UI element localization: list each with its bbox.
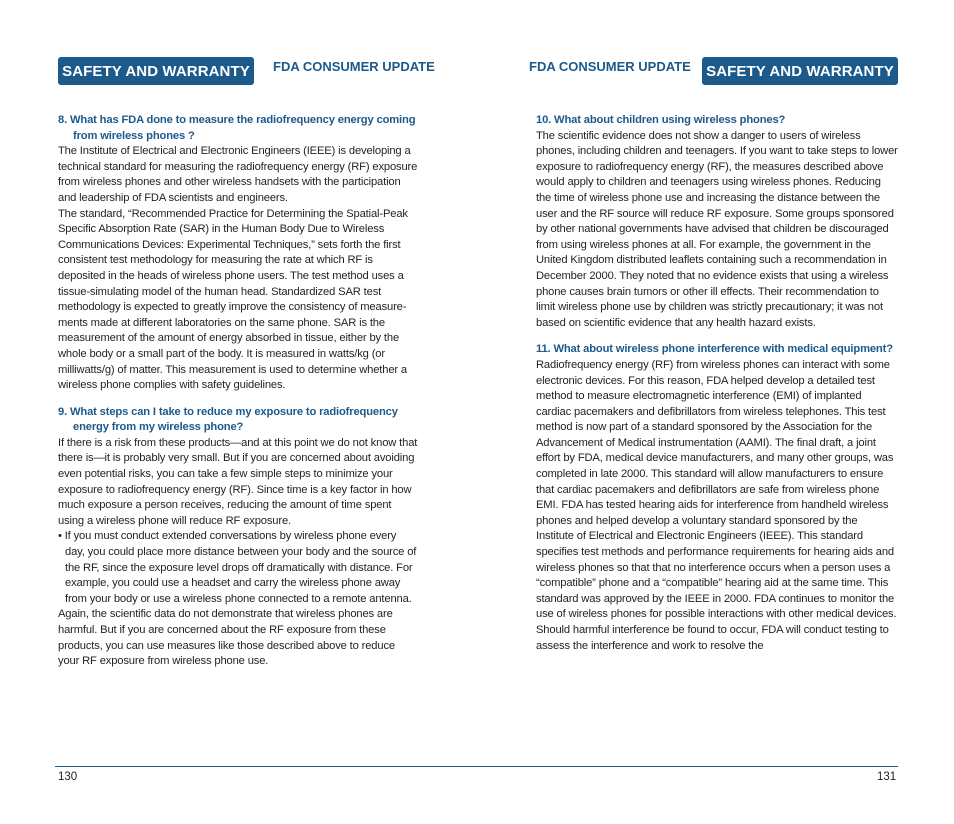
question-8-paragraph-1: The Institute of Electrical and Electronic Engineers (IEEE) is developing a technical standard for measuring the radiofrequency energy (RF) exposure from wireless phones and other wireless handsets with the participation and leadership of FDA scientists and engineers. [58,145,418,204]
question-8-title: 8. What has FDA done to measure the radiofrequency energy coming from wireless phones ? [58,114,416,142]
question-9-paragraph-1: If there is a risk from these products—and at this point we do not know that there is—it is probably very small. But if you are concerned about avoiding even potential risks, you can take a few simple steps to minimize your exposure to radiofrequency energy (RF). Since time is a key factor in how much exposure a person receives, reducing the amount of time spent using a wireless phone will reduce RF exposure. [58,436,418,527]
header-label: FDA CONSUMER UPDATE [273,59,435,74]
question-10-title: 10. What about children using wireless phones? [536,114,786,126]
footer-rule [477,766,898,767]
right-content [536,113,898,654]
question-9-paragraph-2: Again, the scientific data do not demonstrate that wireless phones are harmful. But if you are concerned about the RF exposure from these products, you can use measures like those described above to reduce your RF exposure from wireless phone use. [58,608,395,668]
question-11-paragraph-1: Radiofrequency energy (RF) from wireless phones can interact with some electronic devices. For this reason, FDA helped develop a detailed test method to measure electromagnetic interference (EMI) of implanted cardiac pacemakers and defibrillators from wireless telephones. This test method is now part of a standard sponsored by the Association for the Advancement of Medical instrumentation (AAMI). The final draft, a joint effort by FDA, medical device manufacturers, and many other groups, was completed in late 2000. This standard will allow manufacturers to ensure that cardiac pacemakers and defibrillators are safe from wireless phone EMI. FDA has tested hearing aids for interference from handheld wireless phones and helped develop a voluntary standard sponsored by the Institute of Electrical and Electronic Engineers (IEEE). This standard specifies test methods and performance requirements for hearing aids and wireless phones so that that no interference occurs when a person uses a “compatible” phone and a “compatible” hearing aid at the same time. This standard was approved by the IEEE in 2000. FDA continues to monitor the use of wireless phones for possible interactions with other medical devices. Should harmful interference be found to occur, FDA will conduct testing to assess the interference and work to resolve the [536,358,897,652]
section-badge: SAFETY AND WARRANTY [702,57,898,85]
right-page [477,0,954,824]
question-10-paragraph-1: The scientific evidence does not show a danger to users of wireless phones, including children and teenagers. If you want to take steps to lower exposure to radiofrequency energy (RF), the measures described above would apply to children and teenagers using wireless phones. Reducing the time of wireless phone use and increasing the distance between the user and the RF source will reduce RF exposure. Some groups sponsored by other national governments have advised that children be discouraged from using wireless phones at all. For example, the government in the United Kingdom distributed leaflets containing such a recommendation in December 2000. They noted that no evidence exists that using a wireless phone causes brain tumors or other ill effects. Their recommendation to limit wireless phone use by children was strictly precautionary; it was not based on scientific evidence that any health hazard exists. [536,129,898,329]
page-number: 131 [877,771,897,783]
page-number: 130 [58,771,78,783]
section-badge: SAFETY AND WARRANTY [58,57,254,85]
footer-rule [55,766,477,767]
question-8-paragraph-2: The standard, “Recommended Practice for Determining the Spatial-Peak Specific Absorption Rate (SAR) in the Human Body Due to Wireless Communications Devices: Experimental Techniques,” sets forth the first consistent test methodology for measuring the rate at which RF is deposited in the heads of wireless phone users. The test method uses a tissue-simulating model of the human head. Standardized SAR test methodology is expected to greatly improve the consistency of measure-ments made at different laboratories on the same phone. SAR is the measurement of the amount of energy absorbed in tissue, either by the whole body or a small part of the body. It is measured in watts/kg (or milliwatts/g) of matter. This measurement is used to determine whether a wireless phone complies with safety guidelines. [58,207,408,392]
header-label: FDA CONSUMER UPDATE [529,59,691,74]
left-content [58,113,418,670]
question-11-title: 11. What about wireless phone interference with medical equipment? [536,343,893,356]
question-9-bullet: • If you must conduct extended conversations by wireless phone every day, you could place more distance between your body and the source of the RF, since the exposure level drops off dramatically with distance. For example, you could use a headset and carry the wireless phone away from your body or use a wireless phone connected to a remote antenna. [58,530,417,605]
question-9-title: 9. What steps can I take to reduce my exposure to radiofrequency energy from my wireless phone? [58,405,398,434]
